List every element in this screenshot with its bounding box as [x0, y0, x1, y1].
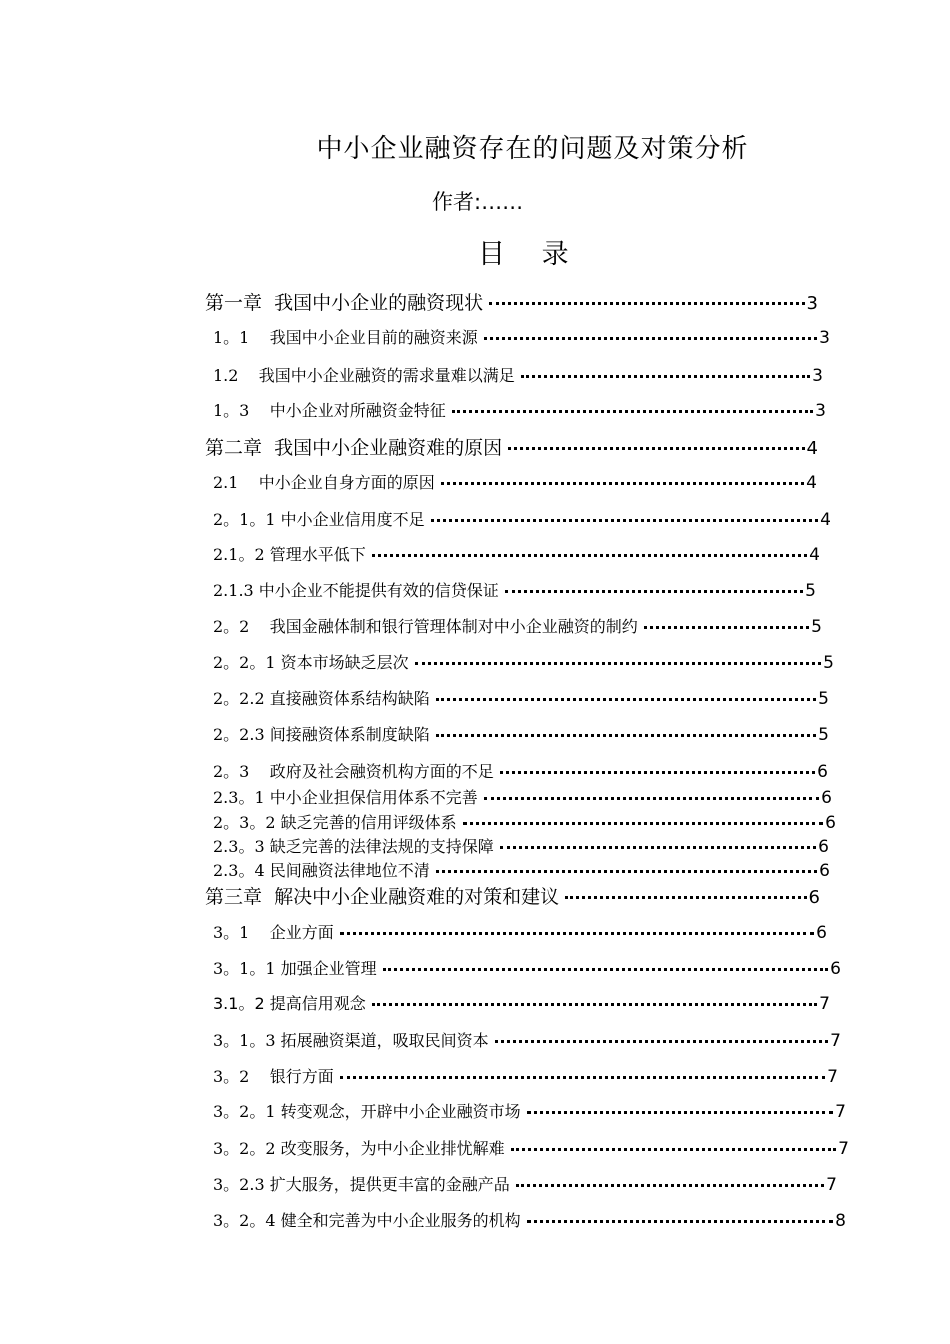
toc-entry	[213, 542, 820, 565]
toc-entry-page: 5	[818, 725, 829, 745]
toc-leader-dots	[484, 797, 819, 800]
toc-entry-page: 4	[809, 545, 820, 565]
toc-entry	[205, 433, 818, 460]
toc-leader-dots	[372, 1003, 817, 1006]
toc-entry-page: 6	[825, 813, 836, 833]
toc-entry-page: 3	[812, 366, 823, 386]
toc-leader-dots	[340, 1076, 825, 1079]
toc-entry-label: 2。2 我国金融体制和银行管理体制对中小企业融资的制约	[213, 617, 638, 636]
toc-entry-page: 6	[816, 923, 827, 943]
toc-leader-dots	[495, 1040, 829, 1043]
toc-entry-page: 6	[818, 837, 829, 857]
toc-leader-dots	[372, 554, 807, 557]
toc-entry-label: 2.3。1 中小企业担保信用体系不完善	[213, 788, 478, 807]
toc-entry	[213, 920, 827, 943]
toc-entry	[213, 1028, 841, 1051]
toc-entry-page: 7	[838, 1139, 849, 1159]
toc-entry-label: 2.3。4 民间融资法律地位不清	[213, 861, 430, 880]
toc-entry-label: 2.1 中小企业自身方面的原因	[213, 473, 435, 492]
toc-entry-label: 3。1。3 拓展融资渠道，吸取民间资本	[213, 1031, 489, 1050]
toc-entry	[205, 882, 820, 909]
toc-leader-dots	[511, 1148, 837, 1151]
toc-leader-dots	[431, 519, 819, 522]
toc-heading: 目 录	[478, 239, 583, 270]
toc-entry	[213, 991, 830, 1014]
toc-entry	[213, 956, 841, 979]
toc-entry-page: 6	[821, 788, 832, 808]
toc-entry-label: 2。2。1 资本市场缺乏层次	[213, 653, 409, 672]
toc-entry-page: 6	[808, 887, 820, 908]
toc-entry-page: 8	[835, 1211, 846, 1231]
toc-leader-dots	[452, 410, 813, 413]
toc-leader-dots	[489, 302, 804, 305]
toc-entry	[213, 834, 829, 857]
author-line: 作者:……	[432, 190, 524, 214]
toc-leader-dots	[505, 590, 803, 593]
toc-leader-dots	[527, 1111, 834, 1114]
toc-entry-page: 3	[815, 401, 826, 421]
toc-leader-dots	[436, 698, 816, 701]
toc-entry-label: 3。2。1 转变观念，开辟中小企业融资市场	[213, 1102, 521, 1121]
toc-entry	[213, 722, 829, 745]
toc-entry-page: 7	[835, 1102, 846, 1122]
toc-entry-label: 2。2.3 间接融资体系制度缺陷	[213, 725, 430, 744]
toc-entry	[213, 1064, 838, 1087]
toc-entry-label: 2.3。3 缺乏完善的法律法规的支持保障	[213, 837, 494, 856]
toc-entry-label: 1.2 我国中小企业融资的需求量难以满足	[213, 366, 515, 385]
toc-leader-dots	[415, 662, 822, 665]
toc-entry	[213, 1136, 849, 1159]
toc-entry-page: 6	[817, 762, 828, 782]
toc-entry-page: 6	[830, 959, 841, 979]
toc-entry-page: 7	[830, 1031, 841, 1051]
toc-entry	[213, 1208, 846, 1231]
toc-leader-dots	[521, 375, 810, 378]
toc-entry-page: 7	[819, 994, 830, 1014]
toc-entry-label: 2。3。2 缺乏完善的信用评级体系	[213, 813, 457, 832]
toc-entry-label: 3。1。1 加强企业管理	[213, 959, 377, 978]
toc-entry-label: 3。2。4 健全和完善为中小企业服务的机构	[213, 1211, 521, 1230]
toc-entry-page: 5	[818, 689, 829, 709]
toc-leader-dots	[527, 1220, 834, 1223]
toc-entry-page: 4	[806, 438, 818, 459]
toc-entry	[213, 1099, 846, 1122]
toc-entry-label: 2。3 政府及社会融资机构方面的不足	[213, 762, 494, 781]
toc-entry-label: 1。3 中小企业对所融资金特征	[213, 401, 446, 420]
toc-entry-label: 2。1。1 中小企业信用度不足	[213, 510, 425, 529]
toc-entry-label: 第一章 我国中小企业的融资现状	[205, 292, 484, 314]
toc-entry-label: 3。2。2 改变服务，为中小企业排忧解难	[213, 1139, 505, 1158]
toc-entry	[213, 507, 831, 530]
toc-leader-dots	[436, 870, 817, 873]
toc-entry	[213, 363, 823, 386]
toc-leader-dots	[508, 447, 804, 450]
toc-entry	[213, 398, 826, 421]
toc-entry	[213, 325, 830, 348]
toc-entry-label: 3.1。2 提高信用观念	[213, 994, 366, 1013]
toc-entry-page: 3	[806, 293, 818, 314]
toc-entry-page: 4	[820, 510, 831, 530]
toc-entry-page: 5	[805, 581, 816, 601]
toc-leader-dots	[463, 822, 824, 825]
toc-entry-label: 3。1 企业方面	[213, 923, 334, 942]
toc-entry-label: 3。2.3 扩大服务，提供更丰富的金融产品	[213, 1175, 510, 1194]
toc-leader-dots	[516, 1184, 824, 1187]
toc-entry	[213, 578, 816, 601]
toc-entry	[213, 470, 817, 493]
toc-entry	[213, 858, 830, 881]
toc-leader-dots	[436, 734, 816, 737]
toc-entry-page: 7	[827, 1067, 838, 1087]
toc-entry	[213, 785, 832, 808]
toc-leader-dots	[340, 932, 814, 935]
toc-entry	[205, 288, 818, 315]
toc-leader-dots	[441, 482, 804, 485]
toc-entry	[213, 1172, 837, 1195]
toc-leader-dots	[644, 626, 809, 629]
toc-entry-label: 1。1 我国中小企业目前的融资来源	[213, 328, 478, 347]
toc-entry-label: 2.1.3 中小企业不能提供有效的信贷保证	[213, 581, 499, 600]
toc-entry-label: 2。2.2 直接融资体系结构缺陷	[213, 689, 430, 708]
toc-entry-page: 5	[823, 653, 834, 673]
toc-entry	[213, 650, 834, 673]
toc-leader-dots	[565, 896, 806, 899]
toc-entry-page: 6	[819, 861, 830, 881]
toc-leader-dots	[500, 846, 816, 849]
toc-entry-label: 第二章 我国中小企业融资难的原因	[205, 437, 503, 459]
toc-entry-label: 3。2 银行方面	[213, 1067, 334, 1086]
toc-entry	[213, 686, 829, 709]
toc-entry-label: 2.1。2 管理水平低下	[213, 545, 366, 564]
toc-entry	[213, 759, 828, 782]
toc-entry	[213, 614, 822, 637]
toc-entry-label: 第三章 解决中小企业融资难的对策和建议	[205, 886, 560, 908]
toc-leader-dots	[383, 968, 829, 971]
toc-entry-page: 4	[806, 473, 817, 493]
toc-leader-dots	[484, 337, 817, 340]
toc-entry-page: 5	[811, 617, 822, 637]
toc-entry	[213, 810, 836, 833]
document-title: 中小企业融资存在的问题及对策分析	[316, 134, 749, 164]
toc-entry-page: 3	[819, 328, 830, 348]
toc-entry-page: 7	[826, 1175, 837, 1195]
toc-leader-dots	[500, 771, 815, 774]
